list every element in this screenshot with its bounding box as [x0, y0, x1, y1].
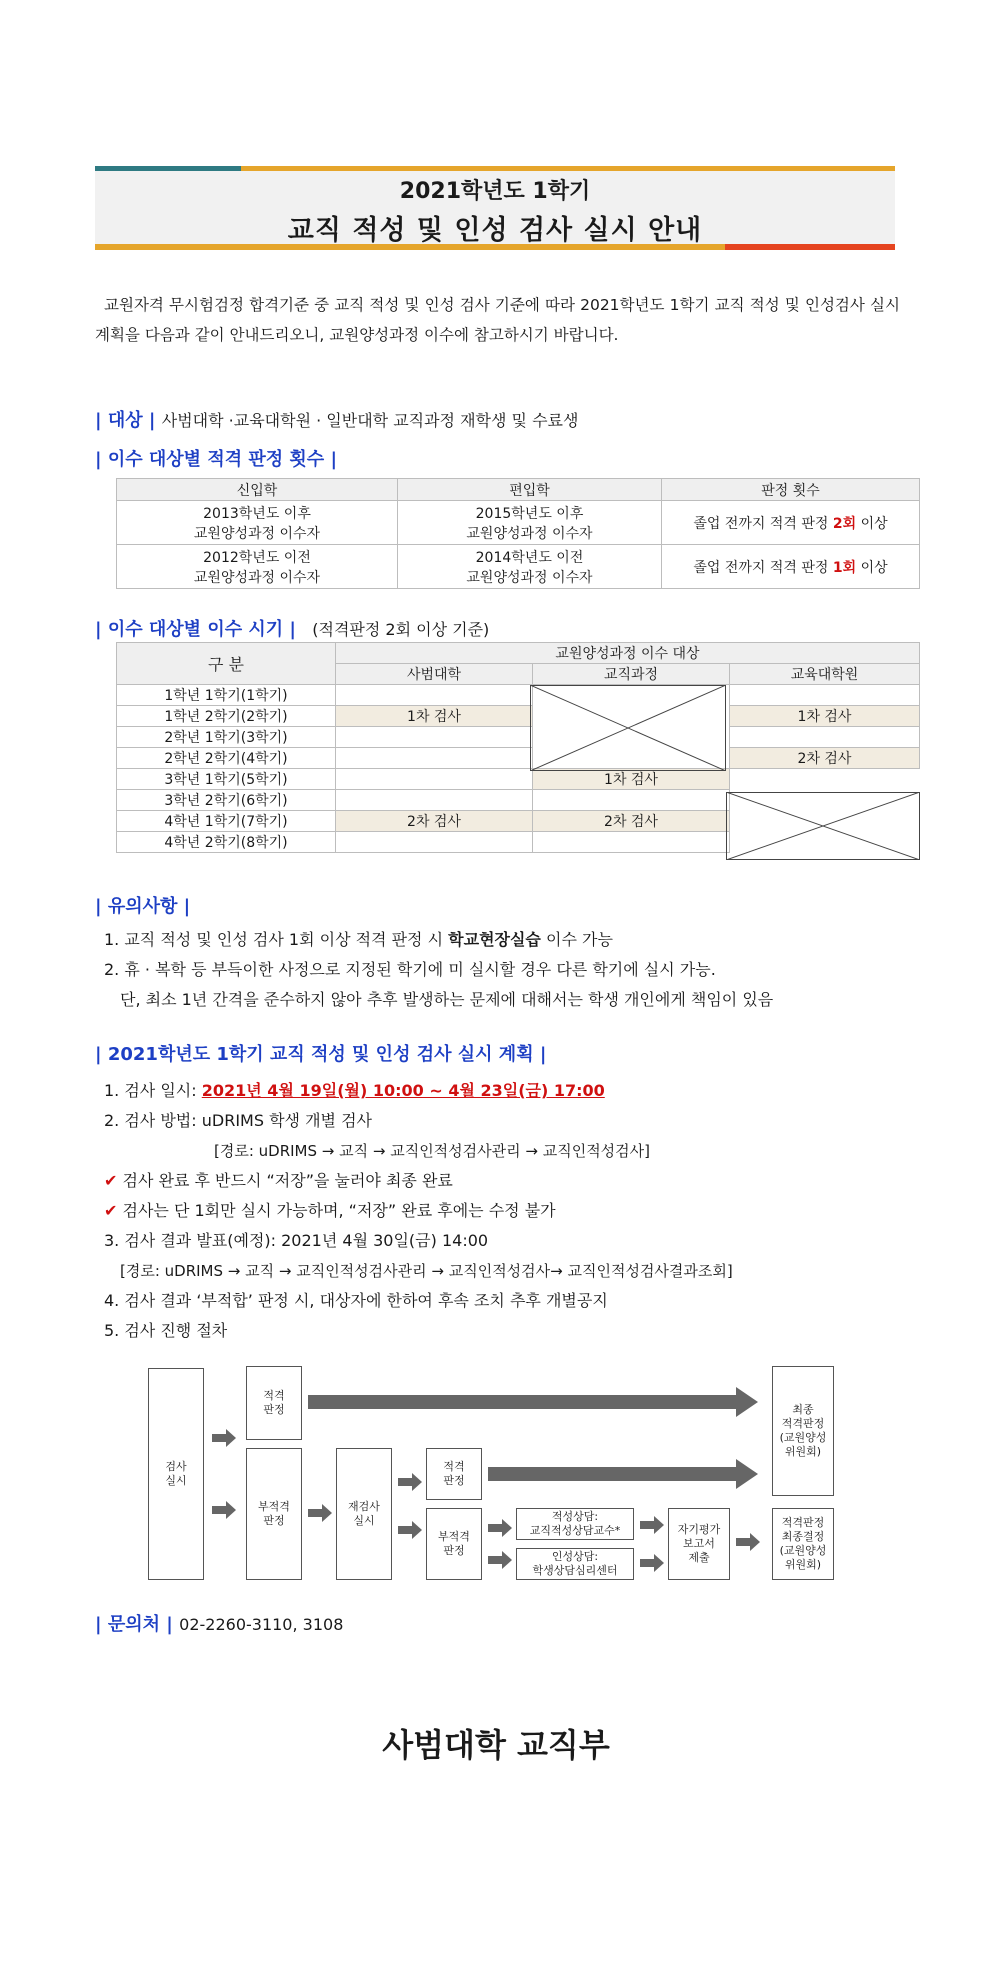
- flow-final1: 최종 적격판정 (교원양성 위원회): [772, 1366, 834, 1496]
- contact-value: 02-2260-3110, 3108: [179, 1615, 344, 1634]
- table-cell: 이상: [856, 515, 888, 532]
- plan-list: [104, 1076, 924, 1346]
- target-text: 사범대학 ·교육대학원 · 일반대학 교직과정 재학생 및 수료생: [161, 411, 579, 430]
- flow-consult1: 적성상담: 교직적성상담교수*: [516, 1508, 634, 1540]
- timing-table: [116, 642, 920, 860]
- table-cell: 교원양성과정 이수자: [193, 525, 321, 542]
- table-cell: 2학년 1학기(3학기): [117, 727, 336, 748]
- flow-final2: 적격판정 최종결정 (교원양성 위원회): [772, 1508, 834, 1580]
- plan-item: 4. 검사 결과 ‘부적합’ 판정 시, 대상자에 한하여 후속 조치 추후 개별공지: [104, 1291, 608, 1310]
- table-cell: 교원양성과정 이수자: [466, 525, 593, 542]
- exam-cell: 2차 검사: [336, 811, 533, 832]
- plan-path: [경로: uDRIMS → 교직 → 교직인적성검사관리 → 교직인적성검사]: [214, 1142, 651, 1160]
- notes-heading: | 유의사항 |: [95, 896, 191, 917]
- table-cell: 2학년 2학기(4학기): [117, 748, 336, 769]
- count-value: 2회: [832, 515, 857, 532]
- exam-cell: 1차 검사: [336, 706, 533, 727]
- count-value: 1회: [832, 559, 857, 576]
- plan-path: [경로: uDRIMS → 교직 → 교직인적성검사관리 → 교직인적성검사→ 교직인적성검사결과조회]: [120, 1262, 733, 1280]
- count-header: 편입학: [398, 479, 662, 501]
- check-icon: ✔: [104, 1171, 118, 1190]
- timing-section: [95, 615, 489, 641]
- table-cell: 4학년 2학기(8학기): [117, 832, 336, 853]
- plan-date: 1. 검사 일시: 2021년 4월 19일(월) 10:00 ~ 4월 23일(금) 17:00: [104, 1081, 605, 1100]
- table-cell: 이상: [856, 559, 888, 576]
- cross-mark: [530, 685, 726, 771]
- flow-pass1: 적격 판정: [246, 1366, 302, 1440]
- table-cell: 2014학년도 이전: [475, 549, 584, 566]
- notes-list: [104, 925, 924, 1015]
- table-header: 사범대학: [336, 664, 533, 685]
- plan-heading: | 2021학년도 1학기 교직 적성 및 인성 검사 실시 계획 |: [95, 1044, 547, 1065]
- count-heading: | 이수 대상별 적격 판정 횟수 |: [95, 449, 338, 470]
- table-cell: 3학년 1학기(5학기): [117, 769, 336, 790]
- note-item: 단, 최소 1년 간격을 준수하지 않아 추후 발생하는 문제에 대해서는 학생 개인에게 책임이 있음: [120, 990, 774, 1009]
- plan-check: ✔ 검사 완료 후 반드시 “저장”을 눌러야 최종 완료: [104, 1171, 453, 1190]
- table-cell: 교원양성과정 이수자: [466, 569, 593, 586]
- table-cell: 4학년 1학기(7학기): [117, 811, 336, 832]
- table-cell: 교원양성과정 이수자: [193, 569, 321, 586]
- target-heading: | 대상 |: [95, 410, 156, 431]
- contact-heading: | 문의처 |: [95, 1614, 173, 1635]
- exam-cell: 2차 검사: [730, 748, 920, 769]
- flow-consult2: 인성상담: 학생상담심리센터: [516, 1548, 634, 1580]
- procedure-diagram: [148, 1366, 838, 1581]
- plan-method: 2. 검사 방법: uDRIMS 학생 개별 검사: [104, 1111, 372, 1130]
- table-cell: 1학년 2학기(2학기): [117, 706, 336, 727]
- check-icon: ✔: [104, 1201, 118, 1220]
- table-cell: 2012학년도 이전: [203, 549, 311, 566]
- table-cell: 2013학년도 이후: [203, 505, 311, 522]
- plan-check: ✔ 검사는 단 1회만 실시 가능하며, “저장” 완료 후에는 수정 불가: [104, 1201, 556, 1220]
- intro-paragraph: 교원자격 무시험검정 합격기준 중 교직 적성 및 인성 검사 기준에 따라 2021학년도 1학기 교직 적성 및 인성검사 실시 계획을 다음과 같이 안내드리오니, 교원양성과정 이수에 참고하시기 바랍니다.: [95, 296, 900, 344]
- target-section: [95, 406, 578, 432]
- flow-fail1: 부적격 판정: [246, 1448, 302, 1580]
- plan-item: 5. 검사 진행 절차: [104, 1321, 228, 1340]
- table-header: 구 분: [117, 643, 336, 685]
- flow-fail2: 부적격 판정: [426, 1508, 482, 1580]
- page-title: 교직 적성 및 인성 검사 실시 안내: [287, 215, 703, 246]
- table-cell: 3학년 2학기(6학기): [117, 790, 336, 811]
- table-header: 교원양성과정 이수 대상: [336, 643, 920, 664]
- table-cell: 졸업 전까지 적격 판정: [693, 559, 833, 576]
- note-item: 1. 교직 적성 및 인성 검사 1회 이상 적격 판정 시 학교현장실습 이수 가능: [104, 930, 613, 949]
- cross-mark: [726, 792, 920, 860]
- count-header: 신입학: [117, 479, 398, 501]
- count-table: [116, 478, 920, 589]
- title-box: [95, 166, 895, 250]
- flow-self-report: 자기평가 보고서 제출: [668, 1508, 730, 1580]
- table-cell: 1학년 1학기(1학기): [117, 685, 336, 706]
- plan-result: 3. 검사 결과 발표(예정): 2021년 4월 30일(금) 14:00: [104, 1231, 489, 1250]
- footer-org: 사범대학 교직부: [382, 1726, 610, 1764]
- note-item: 2. 휴 · 복학 등 부득이한 사정으로 지정된 학기에 미 실시할 경우 다른 학기에 실시 가능.: [104, 960, 716, 979]
- exam-cell: 2차 검사: [533, 811, 730, 832]
- timing-note: (적격판정 2회 이상 기준): [312, 620, 490, 639]
- exam-cell: 1차 검사: [533, 769, 730, 790]
- title-line1: 2021학년도 1학기: [399, 179, 591, 204]
- count-header: 판정 횟수: [662, 479, 920, 501]
- table-cell: 졸업 전까지 적격 판정: [693, 515, 833, 532]
- table-cell: 2015학년도 이후: [475, 505, 584, 522]
- table-row: [117, 501, 920, 545]
- flow-retest: 재검사 실시: [336, 1448, 392, 1580]
- flow-start: 검사 실시: [148, 1368, 204, 1580]
- flow-pass2: 적격 판정: [426, 1448, 482, 1500]
- table-header: 교육대학원: [730, 664, 920, 685]
- contact-section: [95, 1610, 343, 1636]
- table-header: 교직과정: [533, 664, 730, 685]
- exam-cell: 1차 검사: [730, 706, 920, 727]
- table-row: [117, 545, 920, 589]
- timing-heading: | 이수 대상별 이수 시기 |: [95, 619, 296, 640]
